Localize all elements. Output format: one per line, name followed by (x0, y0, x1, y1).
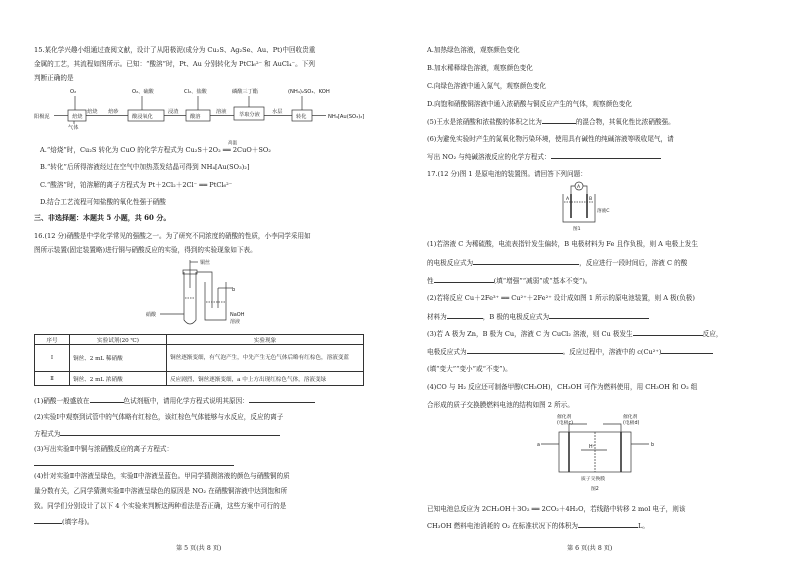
flow-o2: O₂ (70, 89, 77, 95)
q16-part3-line (34, 459, 234, 468)
answer-blank[interactable] (447, 312, 483, 319)
q17-part1-line2 (427, 258, 687, 267)
q16-part1 (34, 396, 315, 405)
flow-product: NH₄[Au(SO₃)₂] (328, 114, 365, 120)
q16-line1: 16.(12 分)硝酸是中学化学常见的强酸之一。为了研究不同浓度的硝酸的性质，小李同学采用如 (34, 232, 311, 240)
q17-part3-line1-text-b: 反应， (702, 330, 723, 338)
fig1-caption: 图1 (573, 227, 581, 232)
q16-part4-line1: (4)针对实验Ⅱ中溶液呈绿色，实验Ⅱ中溶液呈蓝色。甲同学猜测溶液的颜色与硝酸铜的质 (34, 472, 290, 480)
app-nitric-label: 硝酸 (146, 312, 157, 318)
flow-box3-label: 溶液 (216, 109, 227, 115)
q15-option-a: A.“焙烧”时，Cu₂S 转化为 CuO 的化学方程式为 Cu₂S＋2O₂ ══ 2CuO＋SO₂ (40, 146, 271, 154)
table-cell: 铜丝、2 mL 稀硝酸 (70, 345, 167, 372)
fig2-membrane-label: 质子交换膜 (581, 477, 605, 482)
flow-box4: 萃取分液 (239, 112, 260, 118)
fig2-right-label: 催化剂 (623, 415, 638, 420)
fig2-a-label: a (537, 443, 540, 448)
q17-part2-line2-text-b: ，B 极的电极反应式为 (482, 313, 550, 321)
flow-box1: 焙烧 (72, 114, 83, 120)
q16-part4-line4 (34, 517, 94, 526)
process-flow-chart (34, 87, 384, 131)
q16-option-a: A.加热绿色溶液，观察颜色变化 (427, 46, 520, 54)
flow-solvent: 磷酸三丁酯 (232, 89, 258, 95)
flow-aq: 水层 (272, 109, 283, 115)
answer-blank[interactable] (434, 276, 494, 283)
q16-part6: (6)为避免实验时产生的氮氧化物污染环境，使用具有碱性的纯碱溶液等吸收尾气，请 (427, 135, 674, 143)
fig2-b-label: b (651, 443, 655, 448)
q16-part2b (34, 429, 280, 438)
flow-box1-label: 焙砂 (108, 109, 119, 115)
flow-box5: 转化 (296, 114, 307, 120)
fig2-proton-label: H⁺ (589, 445, 596, 450)
flow-box2-label: 浸渣 (168, 109, 179, 115)
ammeter-icon: A (577, 185, 581, 190)
answer-blank[interactable] (34, 459, 234, 466)
q15-option-a-condition: 高温 (228, 141, 237, 146)
table-cell: 反应剧烈，铜丝逐渐变细，a 中上方出现红棕色气体，溶液变绿 (167, 372, 364, 386)
table-header: 序号 (35, 335, 70, 345)
answer-blank[interactable] (661, 347, 713, 354)
q15-option-b: B.“转化”后所得溶液经过在空气中加热蒸发结晶可得到 NH₄[Au(SO₃)₂] (40, 163, 250, 171)
q16-part1-text-b: 色试剂瓶中，请用化学方程式说明其原因： (123, 397, 249, 405)
table-header-row (35, 335, 364, 345)
flow-reagents: (NH₄)₂SO₃、KOH (288, 89, 330, 95)
q15-line1: 15.某化学兴趣小组通过查阅文献，设计了从阳极泥(成分为 Cu₂S、Ag₂Se、Au、Pt)中回收贵重 (34, 46, 316, 54)
table-cell: Ⅱ (35, 372, 70, 386)
q15-line2: 金属的工艺，其流程如图所示。已知：“酸溶”时，Pt、Au 分别转化为 PtCl₆²⁻ 和 AuCl₄⁻。下列 (34, 60, 315, 68)
q16-part4-line4-text: (填字母)。 (62, 518, 94, 526)
q17-part1-line3 (427, 276, 592, 285)
q16-part6b (427, 152, 661, 161)
reaction-apparatus-diagram (140, 258, 270, 330)
q17-part3-line1 (427, 329, 722, 338)
q17-part2-line2-text: 材料为 (427, 313, 447, 321)
flow-gas: 气体 (68, 125, 79, 131)
flow-o2b: O₂、硫酸 (132, 89, 154, 95)
answer-blank[interactable] (467, 347, 563, 354)
table-cell: Ⅰ (35, 345, 70, 372)
q17-part1-line3-text-b: (填“增强”“减弱”或“基本不变”)。 (493, 277, 592, 285)
q17-part1-line3-text: 性 (427, 277, 434, 285)
table-cell: 铜丝逐渐变细，有气泡产生，中先产生无色气体后略有红棕色，溶液变蓝 (167, 345, 364, 372)
answer-blank[interactable] (473, 258, 579, 265)
fig2-left-label: 催化剂 (557, 415, 572, 420)
table-cell: 铜丝、2 mL 浓硝酸 (70, 372, 167, 386)
table-header: 实验试剂(20 ℃) (70, 335, 167, 345)
table-row (35, 345, 364, 372)
answer-blank[interactable] (34, 517, 62, 524)
flow-roast-label: 焙烧 (87, 109, 98, 115)
q17-part4-line2: 合形成的质子交换膜燃料电池的结构如图 2 所示。 (427, 401, 574, 409)
fig2-caption: 图2 (591, 487, 599, 492)
flow-start: 阳极泥 (34, 114, 50, 120)
flow-box2: 酸浸氧化 (132, 114, 153, 120)
answer-blank[interactable] (549, 312, 649, 319)
q16-part2b-text: 方程式为 (34, 430, 61, 438)
q16-part2: (2)实验Ⅰ中观察到试管中的气体略有红棕色，该红棕色气体能够与水反应，反应的离子 (34, 413, 284, 421)
app-naoh-label: NaOH (230, 312, 245, 318)
app-solution-label: 溶液 (230, 319, 241, 325)
answer-blank[interactable] (633, 329, 703, 336)
q17-part4-line4 (427, 521, 649, 530)
table-row (35, 372, 364, 386)
fig1-electrode-b: B (589, 197, 593, 202)
flow-box3: 酸溶 (190, 114, 201, 120)
q17-part3-line1-text: (3)若 A 极为 Zn，B 极为 Cu，溶液 C 为 CuCl₂ 溶液，则 Cu 极发生 (427, 330, 633, 338)
answer-blank[interactable] (249, 396, 315, 403)
q16-part5-text-b: 的混合物，其氧化性比浓硝酸强。 (575, 118, 675, 126)
q16-part3-text: (3)写出实验Ⅱ中铜与浓硝酸反应的离子方程式： (34, 445, 174, 453)
q16-line2: 图所示装置(固定装置略)进行铜与硝酸反应的实验，得到的实验现象如下表。 (34, 246, 257, 254)
q15-line3: 判断正确的是 (34, 74, 74, 82)
page-footer-right: 第 6 页(共 8 页) (567, 545, 613, 552)
table-header: 实验现象 (167, 335, 364, 345)
q17-part1-line1: (1)若溶液 C 为稀硫酸，电流表指针发生偏转，B 电极材料为 Fe 且作负极，则 A 电极上发生 (427, 240, 698, 248)
app-copper-wire-label: 铜丝 (200, 260, 211, 266)
q17-part4-line4-text: CH₃OH 燃料电池消耗的 O₂ 在标准状况下的体积为 (427, 522, 579, 530)
fig1-solution: 溶液C (597, 209, 610, 214)
q16-part4-line2: 量分数有关，乙同学猜测实验Ⅱ中溶液呈绿色的原因是 NO₂ 在硝酸铜溶液中达到饱和所 (34, 487, 288, 495)
fuel-cell-figure-2 (537, 412, 667, 494)
q16-option-d: D.向饱和硝酸铜溶液中通入浓硝酸与铜反应产生的气体，观察颜色变化 (427, 100, 632, 108)
q16-part3 (34, 445, 173, 453)
answer-blank[interactable] (60, 429, 280, 436)
fig1-electrode-a: A (566, 197, 570, 202)
app-b-label: b (232, 287, 236, 293)
q16-part6b-text: 写出 NO₂ 与纯碱溶液反应的化学方程式： (427, 153, 551, 161)
section-heading: 三、非选择题：本题共 5 小题，共 60 分。 (34, 213, 171, 222)
answer-blank[interactable] (542, 117, 576, 124)
q16-part4-line3: 致。同学们分别设计了以下 4 个实验来判断这两种看法是否正确，这些方案中可行的是 (34, 502, 287, 510)
q17-intro: 17.(12 分)图 1 是原电池的装置图。请回答下列问题： (427, 170, 587, 178)
q17-part3-line3: (填“变大”“变小”或“不变”)。 (427, 365, 512, 373)
q17-part3-line2 (427, 347, 713, 356)
q17-part4-line1: (4)CO 与 H₂ 反应还可制备甲醇(CH₃OH)，CH₃OH 可作为燃料使用，用 CH₃OH 和 O₂ 组 (427, 383, 698, 391)
q17-part2-line1: (2)若将反应 Cu＋2Fe³⁺ ══ Cu²⁺＋2Fe²⁺ 设计成如图 1 所示的原电池装置，则 A 极(负极) (427, 294, 695, 302)
answer-blank[interactable] (90, 396, 124, 403)
q16-option-b: B.加水稀释绿色溶液，观察颜色变化 (427, 64, 533, 72)
q17-part4-line3: 已知电池总反应为 2CH₃OH＋3O₂ ══ 2CO₂＋4H₂O，若线路中转移 2 mol 电子，则该 (427, 505, 686, 513)
page-footer-left: 第 5 页(共 8 页) (176, 545, 222, 552)
q17-part1-line2-text-b: ，反应进行一段时间后，溶液 C 的酸 (579, 259, 688, 267)
q15-option-c: C.“酸溶”时，铂溶解的离子方程式为 Pt＋2Cl₂＋2Cl⁻ ══ PtCl₆²⁻ (40, 181, 233, 189)
q17-part3-line2-text: 电极反应式为 (427, 348, 467, 356)
q16-option-c: C.向绿色溶液中通入氮气，观察颜色变化 (427, 82, 546, 90)
q15-option-d: D.结合工艺流程可知盐酸的氧化性强于硝酸 (40, 198, 166, 206)
right-page (397, 0, 794, 562)
answer-blank[interactable] (551, 152, 661, 159)
fig2-left-sublabel: (电极c) (557, 421, 573, 426)
q16-part1-text: (1)硝酸一般盛放在 (34, 397, 90, 405)
q17-part3-line2-text-b: 。反应过程中，溶液中的 c(Cu²⁺) (562, 348, 662, 356)
answer-blank[interactable] (578, 521, 638, 528)
fig2-right-sublabel: (电极d) (623, 421, 640, 426)
q17-part2-line2 (427, 312, 649, 321)
galvanic-cell-figure-1 (557, 180, 621, 232)
q17-part1-line2-text: 的电极反应式为 (427, 259, 474, 267)
q17-part4-line4-text-b: L。 (638, 522, 650, 530)
q16-part5-text: (5)王水是浓硝酸和浓盐酸的体积之比为 (427, 118, 542, 126)
flow-cl2: Cl₂、盐酸 (184, 89, 207, 95)
q16-part5 (427, 117, 675, 126)
experiment-table (34, 334, 364, 386)
